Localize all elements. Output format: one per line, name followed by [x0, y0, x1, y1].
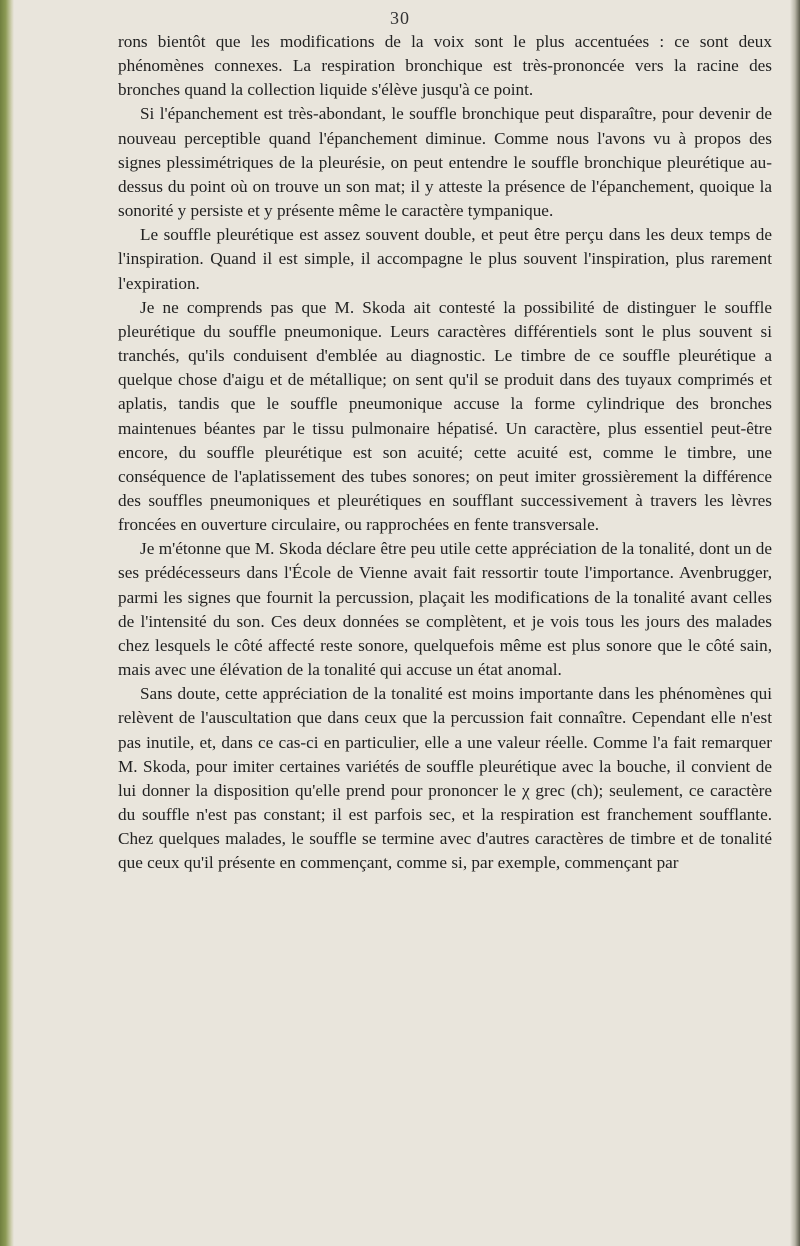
page-number: 30 — [390, 8, 410, 28]
paragraph-6: Sans doute, cette appréciation de la tonalité est moins importante dans les phénomènes qui relèvent de l'auscultation que dans ceux que la percussion fait connaître. Cependant elle n'est pas inutile, et, dans ce cas-ci en particulier, elle a une valeur réelle. Comme l'a fait remarquer M. Skoda, pour imiter certaines variétés de souffle pleurétique avec la bouche, il convient de lui donner la disposition qu'elle prend pour prononcer le χ grec (ch); seulement, ce caractère du souffle n'est pas constant; il est parfois sec, et la respiration est franchement soufflante. Chez quelques malades, le souffle se termine avec d'autres caractères de timbre et de tonalité que ceux qu'il présente en commençant, comme si, par exemple, commençant par — [118, 684, 772, 873]
paragraph-3: Le souffle pleurétique est assez souvent double, et peut être perçu dans les deux temps de l'inspiration. Quand il est simple, il accompagne le plus souvent l'inspiration, plus rarement l'expiration. — [118, 225, 772, 293]
paragraph-4: Je ne comprends pas que M. Skoda ait contesté la possibilité de distinguer le souffle pleurétique du souffle pneumonique. Leurs caractères différentiels sont le plus souvent si tranchés, qu'ils conduisent d'emblée au diagnostic. Le timbre de ce souffle pleurétique a quelque chose d'aigu et de métallique; on sent qu'il se produit dans des tuyaux comprimés et aplatis, tandis que le souffle pneumonique accuse la forme cylindrique des bronches maintenues béantes par le tissu pulmonaire hépatisé. Un caractère, plus essentiel peut-être encore, du souffle pleurétique est son acuité; cette acuité est, comme le timbre, une conséquence de l'aplatissement des tubes sonores; on peut imiter grossièrement la différence des souffles pneumoniques et pleurétiques en soufflant successivement à travers les lèvres froncées en ouverture circulaire, ou rapprochées en fente transversale. — [118, 297, 772, 535]
paragraph-1: rons bientôt que les modifications de la voix sont le plus accentuées : ce sont deux phénomènes connexes. La respiration bronchique est très-prononcée vers la racine des bronches quand la collection liquide s'élève jusqu'à ce point. — [118, 32, 772, 100]
page-binding-edge — [0, 0, 14, 1246]
page-text-body — [118, 30, 772, 875]
page-outer-edge — [790, 0, 800, 1246]
paragraph-2: Si l'épanchement est très-abondant, le souffle bronchique peut disparaître, pour devenir de nouveau perceptible quand l'épanchement diminue. Comme nous l'avons vu à propos des signes plessimétriques de la pleurésie, on peut entendre le souffle bronchique pleurétique au-dessus du point où on trouve un son mat; il y atteste la présence de l'épanchement, quoique la sonorité y persiste et y présente même le caractère tympanique. — [118, 104, 772, 221]
paragraph-5: Je m'étonne que M. Skoda déclare être peu utile cette appréciation de la tonalité, dont un de ses prédécesseurs dans l'École de Vienne avait fait ressortir toute l'importance. Avenbrugger, parmi les signes que fournit la percussion, plaçait les modifications de la tonalité avant celles de l'intensité du son. Ces deux données se complètent, et je vois tous les jours des malades chez lesquels le côté affecté reste sonore, quelquefois même est plus sonore que le côté sain, mais avec une élévation de la tonalité qui accuse un état anomal. — [118, 539, 772, 680]
